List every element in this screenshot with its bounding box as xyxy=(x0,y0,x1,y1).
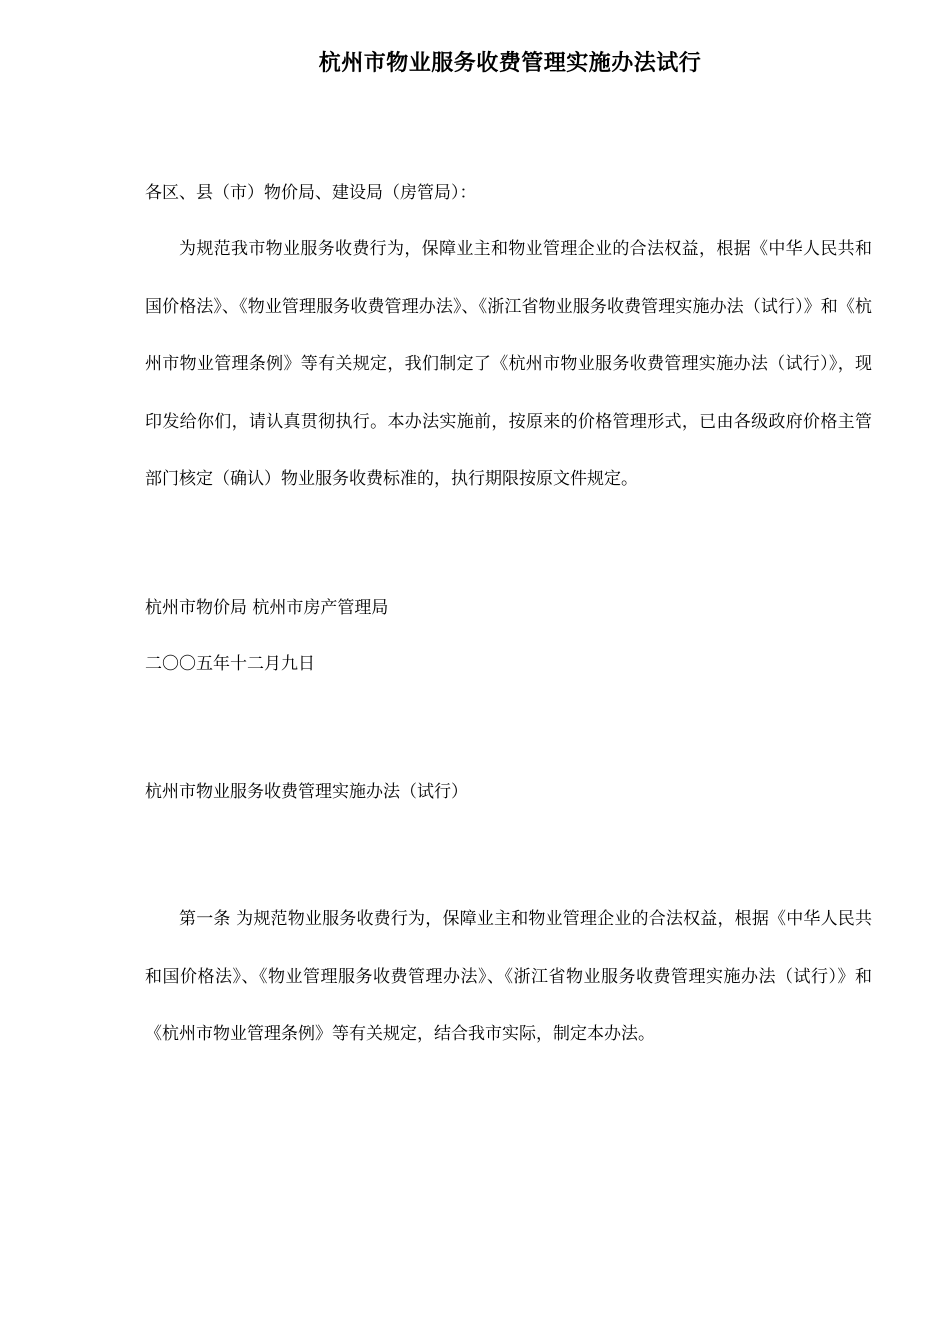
document-title: 杭州市物业服务收费管理实施办法试行 xyxy=(318,50,702,76)
issue-date: 二〇〇五年十二月九日 xyxy=(145,654,315,674)
salutation: 各区、县（市）物价局、建设局（房管局）： xyxy=(145,183,477,203)
article-1: 第一条 为规范物业服务收费行为，保障业主和物业管理企业的合法权益，根据《中华人民共和国价格法》、《物业管理服务收费管理办法》、《浙江省物业服务收费管理实施办法（试行）》和《杭州市物业管理条例》等有关规定，结合我市实际，制定本办法。 xyxy=(145,909,872,1044)
issuers: 杭州市物价局 杭州市房产管理局 xyxy=(145,598,389,618)
intro-paragraph: 为规范我市物业服务收费行为，保障业主和物业管理企业的合法权益，根据《中华人民共和国价格法》、《物业管理服务收费管理办法》、《浙江省物业服务收费管理实施办法（试行）》和《杭州市物业管理条例》等有关规定，我们制定了《杭州市物业服务收费管理实施办法（试行）》，现印发给你们，请认真贯彻执行。本办法实施前，按原来的价格管理形式，已由各级政府价格主管部门核定（确认）物业服务收费标准的，执行期限按原文件规定。 xyxy=(145,239,872,489)
section-title: 杭州市物业服务收费管理实施办法（试行） xyxy=(145,782,468,802)
